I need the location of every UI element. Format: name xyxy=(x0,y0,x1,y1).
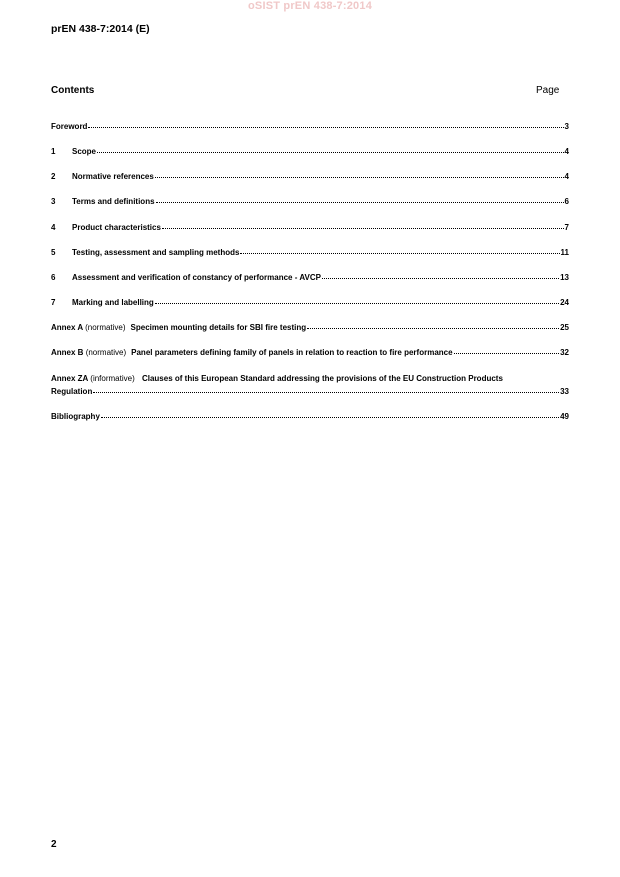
toc-entry-text: Normative references xyxy=(72,172,154,181)
toc-entry-3[interactable] xyxy=(51,197,569,207)
toc-entry-page: 4 xyxy=(564,172,569,181)
toc-entry-text: Specimen mounting details for SBI fire testing xyxy=(130,323,307,332)
toc-entry-annex-za[interactable] xyxy=(51,374,569,397)
dot-leader xyxy=(454,347,560,354)
toc-entry-4[interactable] xyxy=(51,223,569,233)
dot-leader xyxy=(322,272,559,279)
toc-entry-page: 3 xyxy=(564,122,569,131)
toc-entry-number: 3 xyxy=(51,197,56,206)
toc-entry-foreword[interactable] xyxy=(51,122,569,132)
dot-leader xyxy=(240,247,559,254)
toc-entry-5[interactable] xyxy=(51,248,569,258)
toc-entry-number: 4 xyxy=(51,223,56,232)
annex-label: Annex ZA (informative) xyxy=(51,374,135,383)
toc-entry-1[interactable] xyxy=(51,147,569,157)
toc-entry-number: 2 xyxy=(51,172,56,181)
dot-leader xyxy=(155,171,564,178)
toc-entry-text: Product characteristics xyxy=(72,223,161,232)
toc-entry-page: 32 xyxy=(560,348,569,357)
toc-entry-text: Bibliography xyxy=(51,412,100,421)
dot-leader xyxy=(162,222,564,229)
annex-type: (normative) xyxy=(85,323,126,332)
toc-entry-bibliography[interactable] xyxy=(51,412,569,422)
toc-entry-page: 13 xyxy=(560,273,569,282)
document-id: prEN 438-7:2014 (E) xyxy=(51,23,150,35)
toc-entry-page: 25 xyxy=(560,323,569,332)
toc-entry-text: Clauses of this European Standard addressing the provisions of the EU Construction Products xyxy=(141,374,503,383)
toc-entry-number: 5 xyxy=(51,248,56,257)
page-column-label: Page xyxy=(536,85,560,96)
contents-title: Contents xyxy=(51,85,95,96)
annex-label: Annex A (normative) xyxy=(51,323,126,332)
dot-leader xyxy=(307,322,559,329)
toc-entry-2[interactable] xyxy=(51,172,569,182)
dot-leader xyxy=(101,411,559,418)
toc-entry-page: 6 xyxy=(564,197,569,206)
toc-entry-text: Assessment and verification of constancy of performance - AVCP xyxy=(72,273,321,282)
toc-entry-text: Scope xyxy=(72,147,97,156)
dot-leader xyxy=(97,146,564,153)
dot-leader xyxy=(93,386,559,393)
toc-entry-text: Marking and labelling xyxy=(72,298,154,307)
dot-leader xyxy=(155,297,559,304)
toc-entry-text: Testing, assessment and sampling methods xyxy=(72,248,240,257)
toc-entry-text-continued: Regulation xyxy=(51,387,93,396)
toc-entry-text: Foreword xyxy=(51,122,88,131)
toc-entry-page: 49 xyxy=(560,412,569,421)
toc-entry-annex-b[interactable] xyxy=(51,348,569,358)
toc-entry-page: 11 xyxy=(560,248,569,257)
watermark: oSIST prEN 438-7:2014 xyxy=(247,0,373,12)
toc-entry-page: 33 xyxy=(560,387,569,396)
toc-entry-number: 6 xyxy=(51,273,56,282)
annex-type: (normative) xyxy=(85,348,127,357)
toc-entry-annex-a[interactable] xyxy=(51,323,569,333)
toc-entry-page: 7 xyxy=(564,223,569,232)
toc-entry-text: Panel parameters defining family of panels in relation to reaction to fire performance xyxy=(131,348,453,357)
dot-leader xyxy=(88,121,563,128)
page-number: 2 xyxy=(51,839,57,850)
toc-entry-7[interactable] xyxy=(51,298,569,308)
toc-entry-number: 1 xyxy=(51,147,56,156)
dot-leader xyxy=(156,196,564,203)
toc-entry-page: 24 xyxy=(560,298,569,307)
toc-entry-text: Terms and definitions xyxy=(72,197,155,206)
toc-entry-6[interactable] xyxy=(51,273,569,283)
toc-entry-number: 7 xyxy=(51,298,56,307)
annex-label: Annex B (normative) xyxy=(51,348,127,357)
toc-entry-page: 4 xyxy=(564,147,569,156)
annex-type: (informative) xyxy=(90,374,135,383)
